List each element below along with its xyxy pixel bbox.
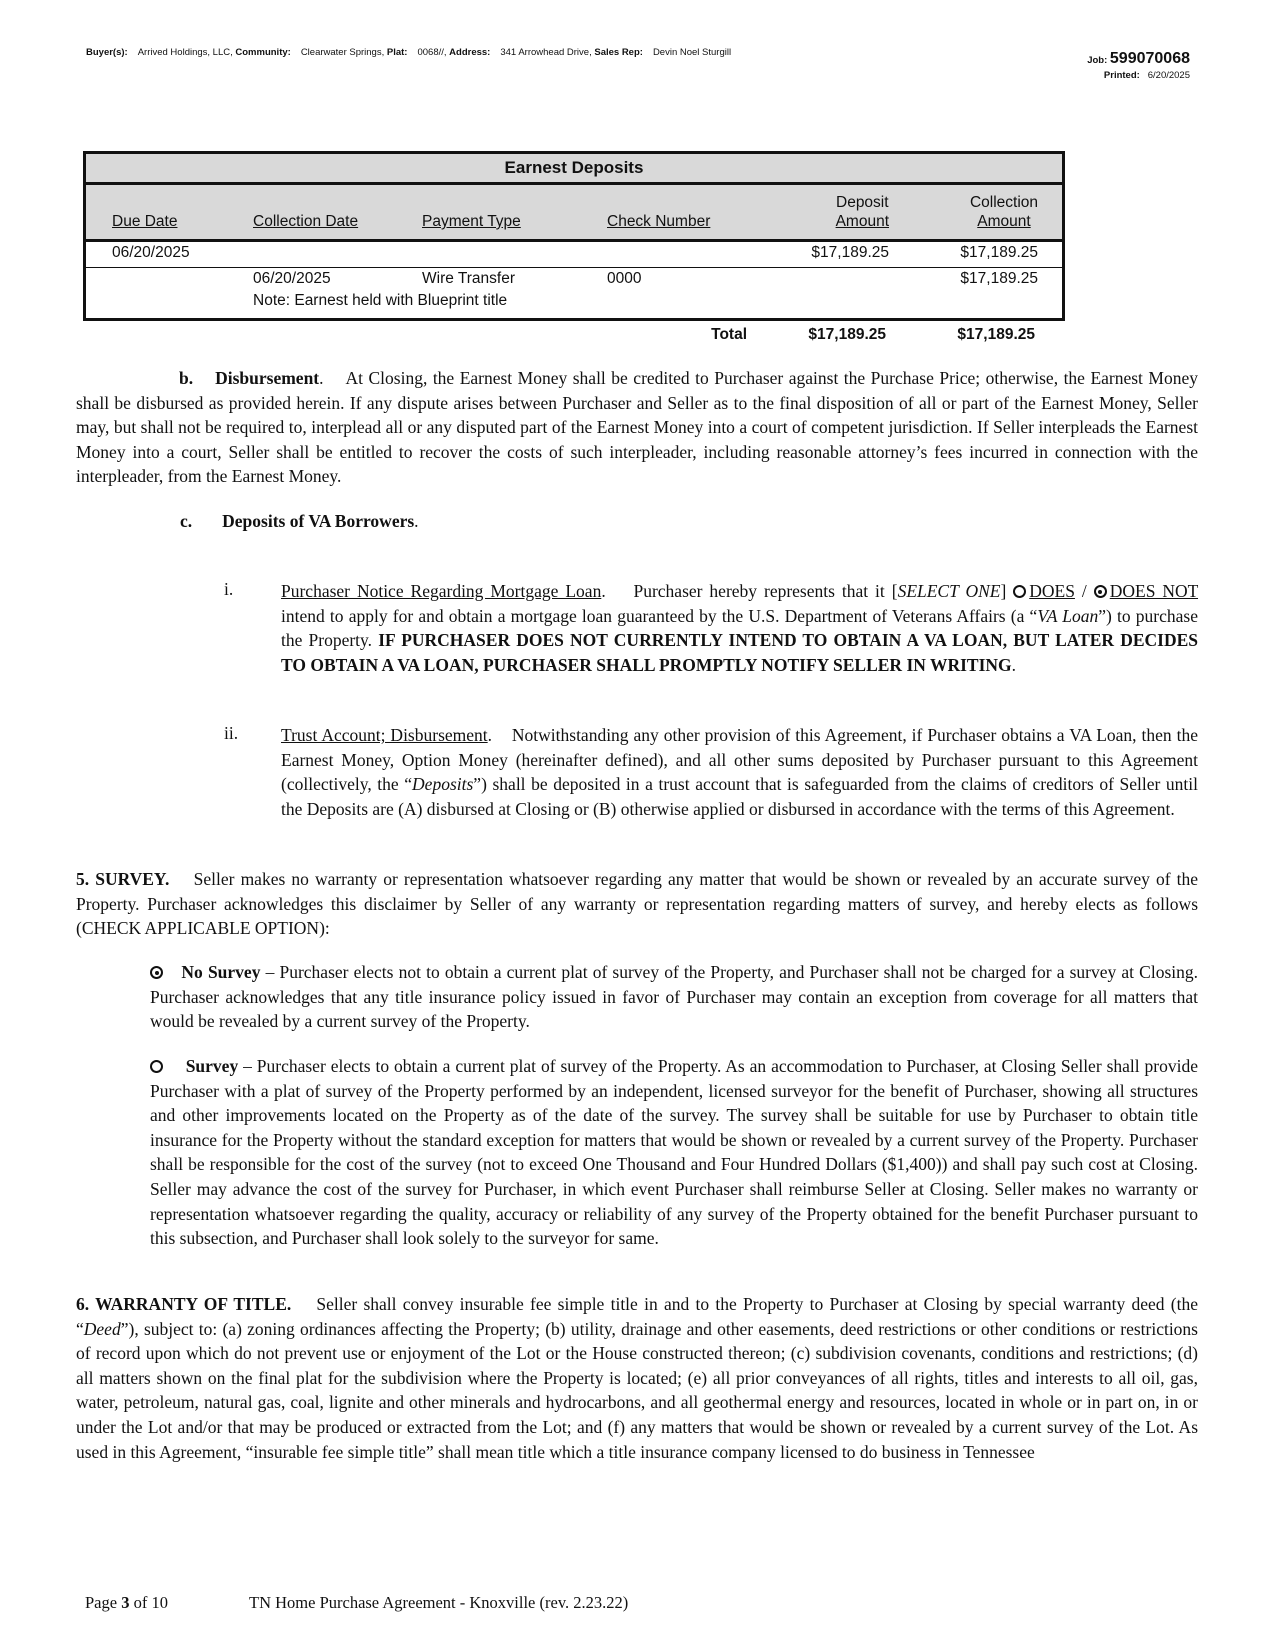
radio-survey-icon[interactable] [150, 1060, 163, 1073]
job-info [1087, 50, 1190, 81]
total-label: Total [711, 326, 747, 343]
section-c-letter: c. [180, 511, 193, 531]
radio-no-survey-icon[interactable] [150, 966, 163, 979]
radio-does-not-icon[interactable] [1094, 585, 1107, 598]
page-total: 10 [151, 1593, 168, 1612]
item-i-numeral: i. [224, 579, 234, 599]
column-header-collection-date: Collection Date [253, 213, 359, 230]
section-6-warranty-of-title [76, 1292, 1198, 1464]
item-ii-numeral: ii. [224, 723, 239, 743]
community-value: Clearwater Springs, [300, 47, 385, 58]
community-label: Community: [235, 47, 291, 58]
sales-rep-label: Sales Rep: [594, 47, 643, 58]
item-ii-heading: Trust Account; Disbursement [281, 725, 488, 745]
item-ii-text-1: Notwithstanding any other provision of this Agreement, if Purchaser obtains a VA Loan, then the Earnest Money, Option Money (hereinafter defined), and all other sums deposited by Purchaser pursuant to this Agreement (collectively, the “ [281, 725, 1198, 795]
item-i-heading: Purchaser Notice Regarding Mortgage Loan [281, 581, 602, 601]
item-ii-trust-account: Trust Account; Disbursement. Notwithstanding any other provision of this Agreement, if Purchaser obtains a VA Loan, then the Earnest Money, Option Money (hereinafter defined), and all other sums deposited by Purchaser pursuant to this Agreement (collectively, the “Deposits”) shall be deposited in a trust account that is safeguarded from the claims of creditors of Seller until the Deposits are (A) disbursed at Closing or (B) otherwise applied or disbursed in accordance with the terms of this Agreement. [281, 725, 1199, 819]
deposit-header-line1: Deposit [836, 194, 889, 211]
column-header-collection-amount [970, 193, 1038, 231]
cell-check-number: 0000 [607, 270, 642, 287]
table-header-row [86, 185, 1062, 242]
total-collection-amount: $17,189.25 [957, 326, 1035, 343]
section-c-heading: Deposits of VA Borrowers [222, 511, 415, 531]
cell-payment-type: Wire Transfer [422, 270, 516, 287]
va-loan-term: VA Loan [1037, 605, 1099, 626]
table-row [86, 242, 1062, 268]
cell-note: Note: Earnest held with Blueprint title [253, 292, 508, 309]
no-survey-label: No Survey [181, 962, 261, 982]
option-does-label: DOES [1029, 581, 1075, 601]
plat-label: Plat: [386, 47, 408, 58]
printed-label: Printed: [1103, 70, 1140, 81]
cell-collection-amount: $17,189.25 [960, 244, 1038, 261]
section-6-heading: 6. WARRANTY OF TITLE. [76, 1294, 292, 1314]
section-b-disbursement: b. Disbursement. At Closing, the Earnest Money shall be credited to Purchaser against the Purchase Price; otherwise, the Earnest Money shall be disbursed as provided herein. If any dispute arises between Purchaser and Seller as to the final disposition of all or part of the Earnest Money, Seller may, but shall not be required to, interplead all or any disputed part of the Earnest Money into a court of competent jurisdiction. If Seller interpleads the Earnest Money into a court, Seller shall be entitled to recover the costs of such interpleader, including reasonable attorney’s fees incurred in connection with the interpleader, from the Earnest Money. [76, 368, 1198, 487]
deposits-term: Deposits [412, 774, 474, 795]
deed-term: Deed [83, 1318, 121, 1339]
item-i-text-3: intend to apply for and obtain a mortgage loan guaranteed by the U.S. Department of Veterans Affairs (a “ [281, 605, 1038, 626]
document-title-footer: TN Home Purchase Agreement - Knoxville (rev. 2.23.22) [249, 1593, 629, 1612]
printed-date: 6/20/2025 [1147, 70, 1190, 81]
table-title: Earnest Deposits [86, 154, 1062, 185]
slash: / [1081, 581, 1087, 601]
section-6-text-2: ”), subject to: (a) zoning ordinances affecting the Property; (b) utility, drainage and other easements, deed restrictions or other conditions or restrictions of record upon which do not prevent use or enjoyment of the Lot or the House constructed thereon; (c) subdivision covenants, conditions and restrictions; (d) all matters shown on the final plat for the subdivision where the Property is located; (e) all prior conveyances of all rights, titles and interests to all oil, gas, water, petroleum, natural gas, coal, lignite and other minerals and hydrocarbons, and all geothermal energy and resources, located in whole or in part on, in or under the Lot and/or that may be produced or extracted from the Lot; and (f) any matters that would be shown or revealed by a current survey of the Lot. As used in this Agreement, “insurable fee simple title” shall mean title which a title insurance company licensed to do business in Tennessee [76, 1318, 1198, 1462]
column-header-deposit-amount [836, 193, 889, 231]
select-one: SELECT ONE [897, 581, 1001, 601]
job-number: 599070068 [1109, 50, 1190, 67]
section-5-text: Seller makes no warranty or representation whatsoever regarding any matter that would be shown or revealed by an accurate survey of the Property. Purchaser acknowledges this disclaimer by Seller of any warranty or representation regarding matters of survey, and hereby elects as follows (CHECK APPLICABLE OPTION): [76, 869, 1198, 939]
table-row [86, 268, 1062, 318]
sales-rep-value: Devin Noel Sturgill [652, 47, 732, 58]
cell-collection-amount: $17,189.25 [960, 270, 1038, 287]
column-header-due-date: Due Date [112, 213, 178, 230]
column-header-check-number: Check Number [607, 213, 711, 230]
item-i-text-2: ] [1000, 581, 1007, 601]
earnest-deposits-table [83, 151, 1065, 321]
cell-deposit-amount: $17,189.25 [811, 244, 889, 261]
plat-value: 0068//, [417, 47, 447, 58]
survey-text: – Purchaser elects to obtain a current plat of survey of the Property. As an accommodation to Purchaser, at Closing Seller shall provide Purchaser with a plat of survey of the Property performed by an independent, licensed surveyor for the benefit of Purchaser, showing all structures and other improvements located on the Property as of the date of the survey. The survey shall be suitable for use by Purchaser to obtain title insurance for the Property without the standard exception for matters that would be shown or revealed by a current survey of the Property. Purchaser shall be responsible for the cost of the survey (not to exceed One Thousand and Four Hundred Dollars ($1,400)) and shall pay such cost at Closing. Seller may advance the cost of the survey for Purchaser, in which event Purchaser shall reimburse Seller at Closing. Seller makes no warranty or representation whatsoever regarding the quality, accuracy or reliability of any survey of the Property obtained for the benefit Purchaser pursuant to this subsection, and Purchaser shall look solely to the surveyor for same. [150, 1056, 1199, 1249]
page-number [85, 1593, 168, 1613]
cell-collection-date: 06/20/2025 [253, 270, 331, 287]
page-current: 3 [121, 1593, 130, 1612]
section-5-survey [76, 867, 1198, 941]
table-total-row [83, 326, 1059, 348]
option-does-not-label: DOES NOT [1109, 581, 1199, 601]
job-label: Job: [1087, 55, 1108, 66]
va-loan-bold-notice: IF PURCHASER DOES NOT CURRENTLY INTEND TO OBTAIN A VA LOAN, BUT LATER DECIDES TO OBTAIN A VA LOAN, PURCHASER SHALL PROMPTLY NOTIFY SELLER IN WRITING [281, 630, 1199, 675]
page-prefix: Page [85, 1593, 118, 1612]
option-survey [150, 1054, 1198, 1251]
section-b-text: At Closing, the Earnest Money shall be credited to Purchaser against the Purchase Price; otherwise, the Earnest Money shall be disbursed as provided herein. If any dispute arises between Purchaser and Seller as to the final disposition of all or part of the Earnest Money, Seller may, but shall not be required to, interplead all or any disputed part of the Earnest Money into a court of competent jurisdiction. If Seller interpleads the Earnest Money into a court, Seller shall be entitled to recover the costs of such interpleader, including reasonable attorney’s fees incurred in connection with the interpleader, from the Earnest Money. [76, 368, 1198, 487]
section-b-letter: b. [179, 368, 194, 388]
radio-does-icon[interactable] [1013, 585, 1026, 598]
no-survey-text: – Purchaser elects not to obtain a current plat of survey of the Property, and Purchaser shall not be charged for a survey at Closing. Purchaser acknowledges that any title insurance policy issued in favor of Purchaser may contain an exception from coverage for all matters that would be revealed by a current survey of the Property. [150, 962, 1199, 1032]
deposit-header-line2: Amount [835, 213, 889, 230]
item-i-mortgage-notice: Purchaser Notice Regarding Mortgage Loan. Purchaser hereby represents that it [SELECT ONE] DOES / DOES NOT intend to apply for and obtain a mortgage loan guaranteed by the U.S. Department of Veterans Affairs (a “VA Loan”) to purchase the Property. IF PURCHASER DOES NOT CURRENTLY INTEND TO OBTAIN A VA LOAN, BUT LATER DECIDES TO OBTAIN A VA LOAN, PURCHASER SHALL PROMPTLY NOTIFY SELLER IN WRITING. [281, 581, 1199, 675]
address-label: Address: [449, 47, 491, 58]
cell-due-date: 06/20/2025 [112, 244, 190, 261]
total-deposit-amount: $17,189.25 [808, 326, 886, 343]
item-ii-text-2: ”) shall be deposited in a trust account that is safeguarded from the claims of creditors of Seller until the Deposits are (A) disbursed at Closing or (B) otherwise applied or disbursed in accordance with the terms of this Agreement. [281, 774, 1199, 819]
section-c-heading-line: c. Deposits of VA Borrowers. [180, 511, 419, 531]
buyer-value: Arrived Holdings, LLC, [137, 47, 233, 58]
document-header [86, 47, 731, 58]
column-header-payment-type: Payment Type [422, 213, 521, 230]
collection-header-line1: Collection [969, 194, 1038, 211]
section-6-text-1: Seller shall convey insurable fee simple title in and to the Property to Purchaser at Closing by special warranty deed (the “ [76, 1294, 1199, 1339]
buyer-label: Buyer(s): [86, 47, 128, 58]
section-5-heading: 5. SURVEY. [76, 869, 170, 889]
option-no-survey [150, 960, 1198, 1034]
address-value: 341 Arrowhead Drive, [500, 47, 592, 58]
item-i-text-4: ”) to purchase the Property. [281, 605, 1198, 651]
survey-label: Survey [185, 1056, 239, 1076]
collection-header-line2: Amount [977, 213, 1031, 230]
page-of: of [133, 1593, 148, 1612]
item-i-text-1: Purchaser hereby represents that it [ [633, 581, 898, 601]
section-b-heading: Disbursement [215, 368, 320, 388]
